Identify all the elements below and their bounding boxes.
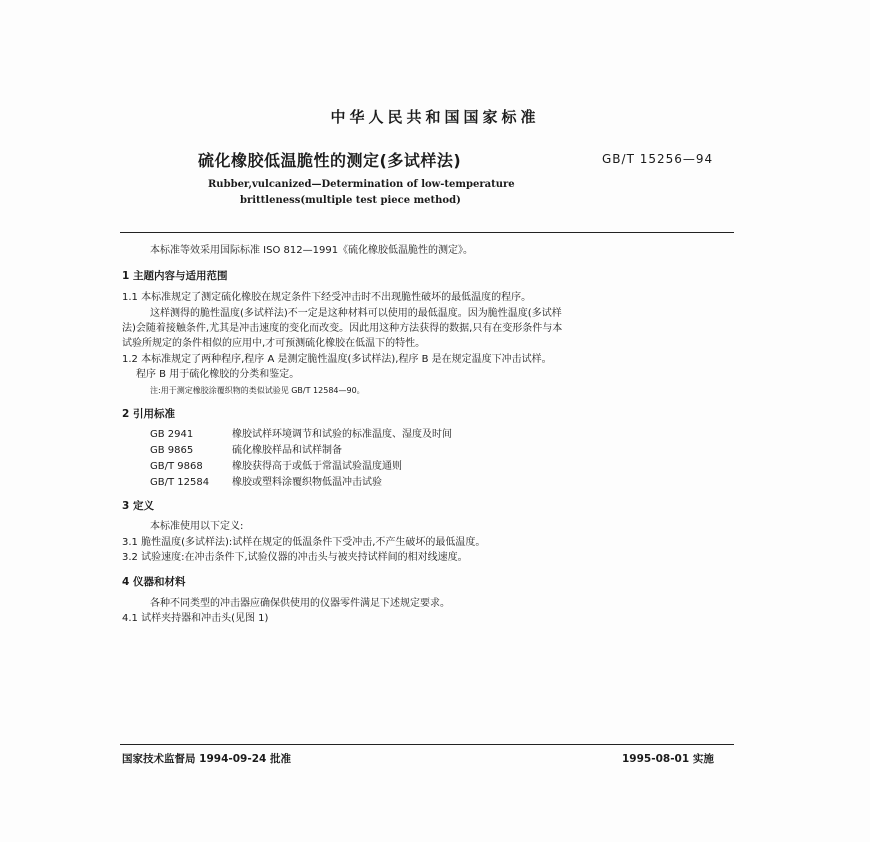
clause-1-2: 1.2 本标准规定了两种程序,程序 A 是测定脆性温度(多试样法),程序 B 是在规定温度下冲击试样。: [122, 354, 552, 365]
reference-title: 橡胶或塑料涂覆织物低温冲击试验: [232, 477, 382, 488]
definition-3-2: 3.2 试验速度:在冲击条件下,试验仪器的冲击头与被夹持试样间的相对线速度。: [122, 552, 468, 563]
reference-code: GB 9865: [150, 445, 194, 456]
section-4-heading: 4 仪器和材料: [122, 576, 186, 588]
section-2-heading: 2 引用标准: [122, 408, 175, 420]
note: 注:用于测定橡胶涂覆织物的类似试验见 GB/T 12584—90。: [150, 386, 365, 395]
reference-item: [150, 428, 452, 442]
issued-date: 国家技术监督局 1994-09-24 批准: [122, 753, 291, 765]
reference-title: 橡胶试样环境调节和试验的标准温度、湿度及时间: [232, 429, 452, 440]
clause-4-1: 4.1 试样夹持器和冲击头(见图 1): [122, 613, 269, 624]
document-title-en-line2: brittleness(multiple test piece method): [240, 195, 461, 206]
section-3-heading: 3 定义: [122, 500, 154, 512]
reference-title: 橡胶获得高于或低于常温试验温度通则: [232, 461, 402, 472]
document-title-en-line1: Rubber,vulcanized—Determination of low-temperature: [208, 179, 515, 190]
reference-code: GB/T 12584: [150, 477, 210, 488]
intro-paragraph: 本标准等效采用国际标准 ISO 812—1991《硫化橡胶低温脆性的测定》。: [150, 245, 474, 256]
clause-1-2-line2: 程序 B 用于硫化橡胶的分类和鉴定。: [136, 369, 300, 380]
clause-1-1: 1.1 本标准规定了测定硫化橡胶在规定条件下经受冲击时不出现脆性破坏的最低温度的程序。: [122, 292, 532, 303]
clause-1-1-line4: 试验所规定的条件相似的应用中,才可预测硫化橡胶在低温下的特性。: [122, 338, 426, 349]
standard-code: GB/T 15256—94: [602, 152, 714, 166]
clause-1-1-line2: 这样测得的脆性温度(多试样法)不一定是这种材料可以使用的最低温度。因为脆性温度(多试样: [150, 308, 562, 319]
section-3-intro: 本标准使用以下定义:: [150, 521, 244, 532]
definition-3-1: 3.1 脆性温度(多试样法):试样在规定的低温条件下受冲击,不产生破坏的最低温度。: [122, 537, 486, 548]
document-title-cn: 硫化橡胶低温脆性的测定(多试样法): [198, 151, 462, 170]
header-divider: [120, 232, 734, 233]
section-4-intro: 各种不同类型的冲击器应确保供使用的仪器零件满足下述规定要求。: [150, 598, 450, 609]
reference-item: [150, 476, 382, 490]
footer-divider: [120, 744, 734, 745]
reference-code: GB/T 9868: [150, 461, 203, 472]
reference-code: GB 2941: [150, 429, 194, 440]
reference-item: [150, 460, 402, 474]
reference-title: 硫化橡胶样品和试样制备: [232, 445, 342, 456]
section-1-heading: 1 主题内容与适用范围: [122, 270, 228, 282]
national-standard-heading: 中华人民共和国国家标准: [330, 108, 540, 126]
clause-1-1-line3: 法)会随着接触条件,尤其是冲击速度的变化而改变。因此用这种方法获得的数据,只有在变形条件与本: [122, 323, 563, 334]
reference-item: [150, 444, 342, 458]
effective-date: 1995-08-01 实施: [622, 753, 714, 765]
